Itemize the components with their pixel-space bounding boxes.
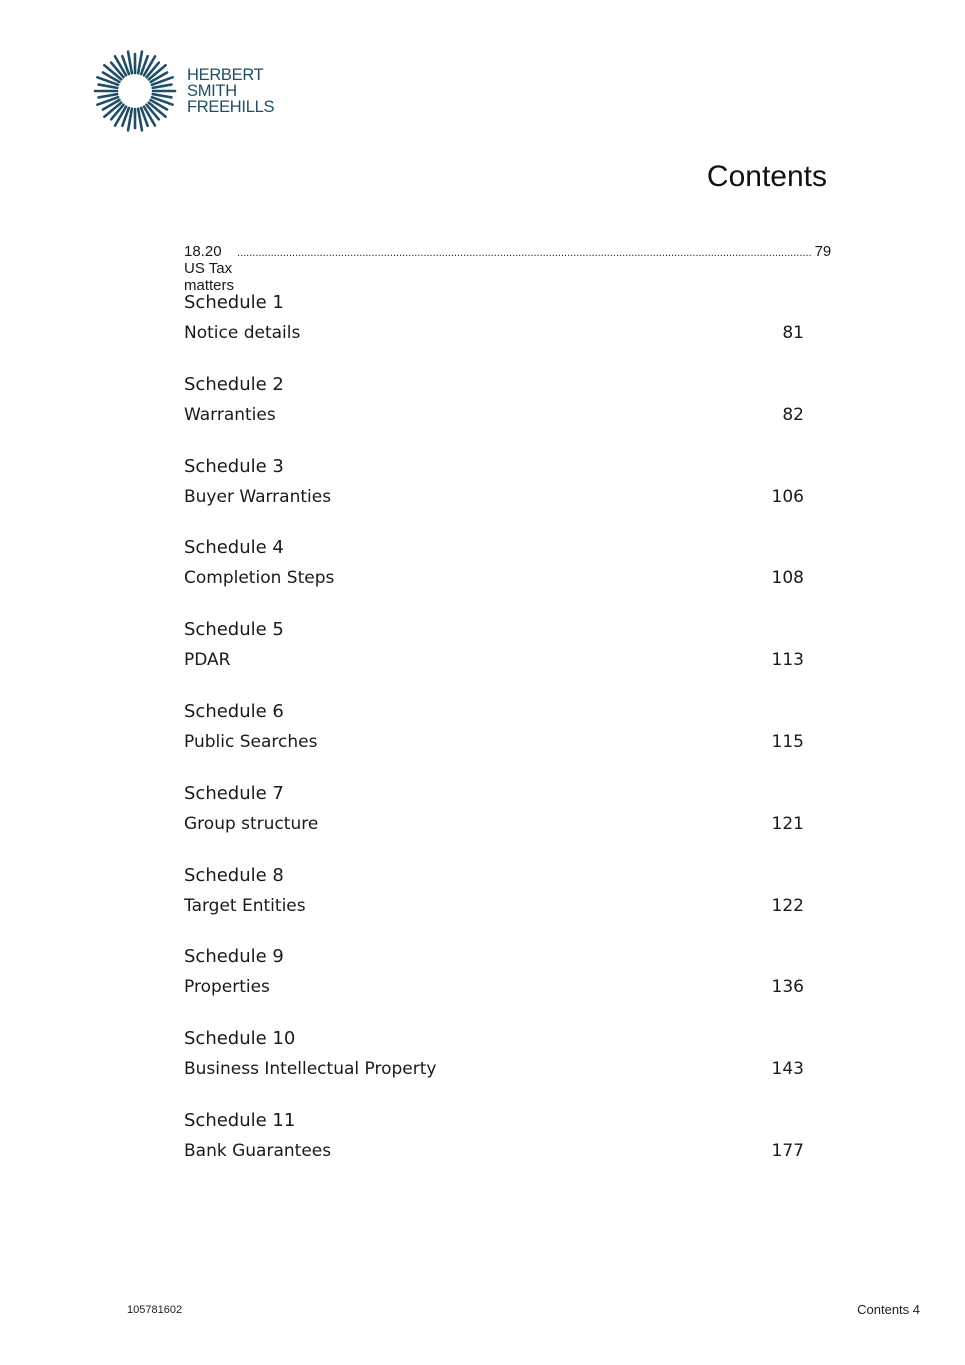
logo-line-3: FREEHILLS — [187, 98, 275, 116]
schedule-page: 113 — [771, 650, 804, 671]
toc-leader-dots: ............................................................................................................................................................................................ — [237, 247, 812, 259]
schedule-heading: Schedule 2 — [184, 373, 284, 395]
schedule-page: 81 — [782, 323, 804, 343]
schedule-heading: Schedule 4 — [184, 537, 284, 559]
schedule-heading: Schedule 6 — [184, 700, 284, 722]
schedule-heading: Schedule 3 — [184, 455, 284, 477]
schedule-entry[interactable] — [184, 533, 804, 615]
schedule-name: Business Intellectual Property — [184, 1059, 437, 1080]
schedule-entry[interactable] — [184, 288, 804, 370]
schedule-name: Public Searches — [184, 731, 318, 752]
schedule-page: 136 — [771, 977, 804, 998]
schedule-page: 108 — [771, 568, 804, 589]
schedule-entry[interactable] — [184, 1024, 804, 1106]
schedule-name: PDAR — [184, 650, 231, 671]
schedule-name: Warranties — [184, 404, 276, 425]
schedule-name: Completion Steps — [184, 568, 335, 589]
schedule-heading: Schedule 1 — [184, 292, 284, 313]
toc-entry-label: 18.20 US Tax matters — [184, 243, 235, 294]
schedule-list — [184, 288, 804, 1188]
schedule-page: 143 — [771, 1059, 804, 1080]
schedule-page: 121 — [771, 813, 804, 834]
schedule-page: 106 — [771, 486, 804, 507]
schedule-entry[interactable] — [184, 779, 804, 861]
schedule-heading: Schedule 8 — [184, 864, 284, 886]
schedule-name: Notice details — [184, 323, 301, 343]
logo-line-1: HERBERT — [187, 66, 264, 84]
page-title: Contents — [706, 160, 827, 193]
schedule-page: 82 — [782, 404, 804, 425]
schedule-entry[interactable] — [184, 697, 804, 779]
logo-wordmark — [187, 67, 274, 115]
schedule-heading: Schedule 5 — [184, 619, 284, 641]
schedule-entry[interactable] — [184, 452, 804, 534]
schedule-entry[interactable] — [184, 861, 804, 943]
schedule-entry[interactable] — [184, 1106, 804, 1188]
logo-line-2: SMITH — [187, 82, 237, 100]
schedule-page: 177 — [771, 1140, 804, 1161]
schedule-entry[interactable] — [184, 615, 804, 697]
firm-logo — [95, 47, 285, 137]
schedule-name: Bank Guarantees — [184, 1140, 332, 1161]
schedule-entry[interactable] — [184, 370, 804, 452]
schedule-heading: Schedule 9 — [184, 946, 284, 968]
schedule-entry[interactable] — [184, 942, 804, 1024]
schedule-heading: Schedule 11 — [184, 1109, 296, 1131]
schedule-heading: Schedule 10 — [184, 1028, 296, 1050]
sunburst-logo-icon — [95, 47, 175, 135]
document-number: 105781602 — [127, 1304, 183, 1316]
schedule-name: Group structure — [184, 813, 319, 834]
schedule-name: Target Entities — [184, 895, 306, 916]
toc-entry[interactable] — [184, 243, 832, 294]
toc-entry-page: 79 — [814, 243, 832, 260]
schedule-name: Buyer Warranties — [184, 486, 332, 507]
schedule-page: 122 — [771, 895, 804, 916]
schedule-heading: Schedule 7 — [184, 782, 284, 804]
page-number: Contents 4 — [857, 1302, 920, 1317]
schedule-name: Properties — [184, 977, 270, 998]
schedule-page: 115 — [771, 731, 804, 752]
